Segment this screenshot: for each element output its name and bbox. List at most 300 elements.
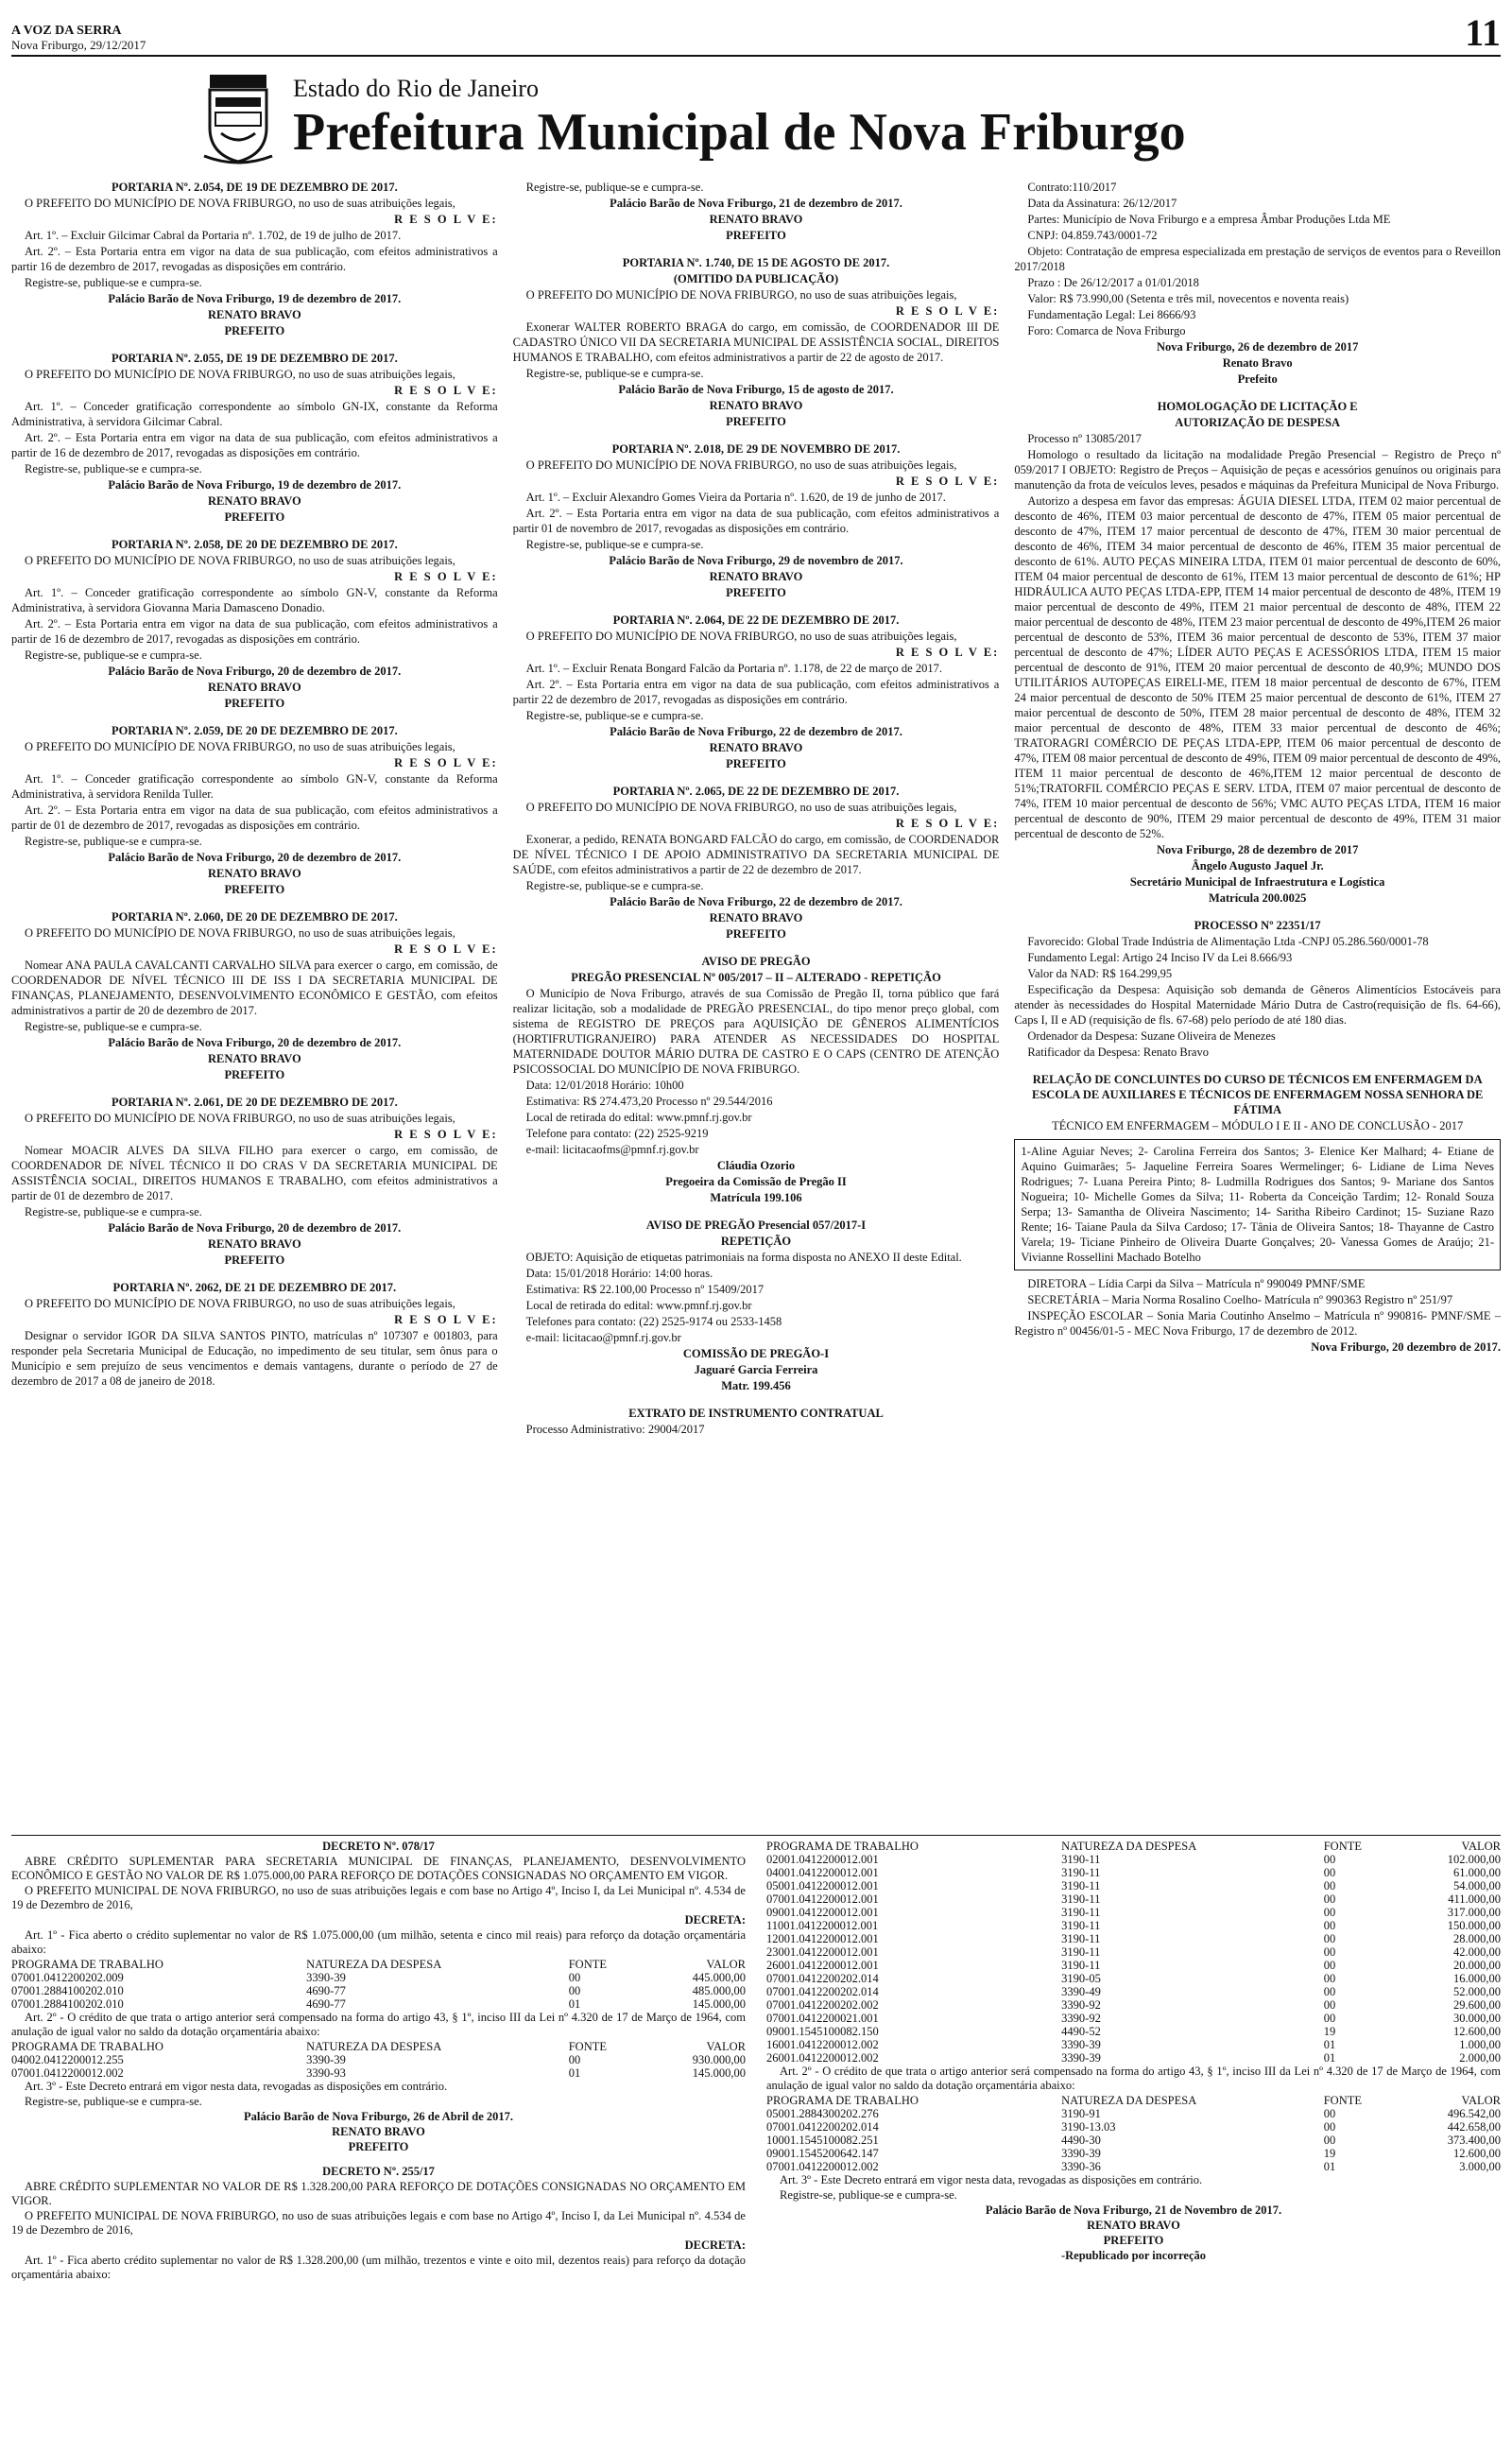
decreto-78-column (11, 1840, 746, 2350)
natureza-cell: 3390-36 (1061, 2160, 1101, 2173)
fonte-cell: 00 (1323, 2134, 1336, 2147)
paragraph: O PREFEITO DO MUNICÍPIO DE NOVA FRIBURGO, no uso de suas atribuições legais, (525, 288, 957, 302)
programa-cell: 16001.0412200012.002 (766, 2038, 879, 2051)
heading-line: Secretário Municipal de Infraestrutura e Logística (1129, 875, 1385, 889)
heading-line: Palácio Barão de Nova Friburgo, 29 de novembro de 2017. (609, 554, 903, 567)
table-row (11, 2053, 746, 2066)
natureza-cell: 3190-11 (1061, 1906, 1101, 1919)
natureza-cell: 3390-39 (1061, 2051, 1101, 2065)
spacer (11, 339, 498, 351)
programa-cell: 23001.0412200012.001 (766, 1945, 879, 1959)
valor-cell: 20.000,00 (1453, 1959, 1501, 1972)
decreto-255-title: DECRETO Nº. 255/17 (322, 2165, 435, 2178)
heading-line: Prefeito (1237, 372, 1278, 386)
col-header-programa: PROGRAMA DE TRABALHO (766, 1840, 919, 1853)
paragraph: O PREFEITO DO MUNICÍPIO DE NOVA FRIBURGO, no uso de suas atribuições legais, (525, 630, 957, 643)
decreto-255-palacio: Palácio Barão de Nova Friburgo, 21 de Novembro de 2017. (985, 2203, 1282, 2217)
natureza-cell: 3390-39 (1061, 2147, 1101, 2160)
heading-line: REPETIÇÃO (720, 1235, 792, 1248)
valor-cell: 317.000,00 (1447, 1906, 1501, 1919)
heading-line: AVISO DE PREGÃO (701, 955, 811, 968)
paragraph: Art. 2º. – Esta Portaria entra em vigor na data de sua publicação, com efeitos administrativos a partir 22 de dezembro de 2017, revogadas as disposições em contrário. (512, 678, 1000, 706)
table-row (766, 1919, 1501, 1932)
paragraph: Data: 12/01/2018 Horário: 10h00 (525, 1079, 684, 1092)
decreto-255-intro: O PREFEITO MUNICIPAL DE NOVA FRIBURGO, no uso de suas atribuições legais e com base no Artigo 4º, Inciso I, da Lei Municipal nº. 4.534 de 19 de Dezembro de 2016, (11, 2209, 746, 2237)
paragraph: Art. 2º. – Esta Portaria entra em vigor na data de sua publicação, com efeitos administrativos a partir de 16 de dezembro de 2017, revogadas as disposições em contrário. (11, 431, 498, 459)
paragraph: e-mail: licitacao@pmnf.rj.gov.br (525, 1331, 681, 1344)
decretos-section (11, 1840, 1501, 2350)
column-middle (513, 180, 1000, 1829)
paragraph: SECRETÁRIA – Maria Norma Rosalino Coelho- Matrícula nº 990363 Registro nº 251/97 (1027, 1293, 1453, 1306)
paragraph: 1-Aline Aguiar Neves; 2- Carolina Ferreira dos Santos; 3- Elenice Ker Malhard; 4- Etiane de Aquino Guimarães; 5- Jaqueline Ferreira Soares Wermelinger; 6- Lidiane de Lima Neves Rodrigues; 7- Luana Pereira Pinto; 8- Ludmilla Rodrigues dos Santos; 9- Mariane dos Santos Nogueira; 10- Michelle Gomes da Silva; 11- Roberta da Conceição Tardim; 12- Ronald Souza Serpa; 13- Samantha de Oliveira Nascimento; 14- Saritha Ribeiro Cardinot; 15- Suziane Razo Rente; 16- Taiane Paula da Silva Cardoso; 17- Tânia de Oliveira Santos; 18- Thayanne de Castro Varela; 19- Ticiane Pinheiro de Oliveira Duarte Gonçalves; 20- Vanessa Gomes de Araújo; 21- Vivianne Rossellini Machado Botelho (1021, 1145, 1495, 1264)
heading-line: PREFEITO (726, 229, 786, 242)
fonte-cell: 01 (568, 1997, 581, 2011)
heading-line: EXTRATO DE INSTRUMENTO CONTRATUAL (628, 1407, 884, 1420)
heading-line: RENATO BRAVO (709, 213, 803, 226)
resolve-heading: R E S O L V E: (895, 475, 1000, 488)
section-divider (11, 1835, 1501, 1836)
table-row (766, 1906, 1501, 1919)
decreto-78-palacio: Palácio Barão de Nova Friburgo, 26 de Abril de 2017. (243, 2110, 514, 2123)
spacer (11, 1083, 498, 1095)
spacer (11, 712, 498, 723)
paragraph: Registre-se, publique-se e cumpra-se. (25, 835, 202, 848)
valor-cell: 52.000,00 (1453, 1985, 1501, 1998)
decreto-78-ementa: ABRE CRÉDITO SUPLEMENTAR PARA SECRETARIA MUNICIPAL DE FINANÇAS, PLANEJAMENTO, DESENVOLVIMENTO ECONÔMICO E GESTÃO NO VALOR DE R$ 1.075.000,00 PARA REFORÇO DE DOTAÇÕES CONSIGNADAS NO ORÇAMENTO EM VIGOR. (11, 1855, 746, 1882)
natureza-cell: 3190-11 (1061, 1892, 1101, 1906)
heading-line: Palácio Barão de Nova Friburgo, 20 de dezembro de 2017. (108, 1221, 402, 1235)
decreto-78-signature-role: PREFEITO (348, 2140, 409, 2153)
decreto-255-signature-name: RENATO BRAVO (1087, 2219, 1180, 2232)
heading-line: PREFEITO (224, 883, 285, 896)
resolve-heading: R E S O L V E: (394, 942, 498, 956)
paragraph: TÉCNICO EM ENFERMAGEM – MÓDULO I E II - ANO DE CONCLUSÃO - 2017 (1052, 1119, 1464, 1132)
paragraph: Valor da NAD: R$ 164.299,95 (1027, 967, 1173, 980)
valor-cell: 930.000,00 (692, 2053, 746, 2066)
heading-line: PORTARIA Nº. 2.065, DE 22 DE DEZEMBRO DE 2017. (612, 785, 900, 798)
natureza-cell: 3190-11 (1061, 1879, 1101, 1892)
newspaper-brand: A VOZ DA SERRA (11, 24, 122, 38)
resolve-heading: R E S O L V E: (895, 646, 1000, 659)
col-header-valor: VALOR (706, 1958, 746, 1971)
natureza-cell: 3190-11 (1061, 1866, 1101, 1879)
resolve-heading: R E S O L V E: (394, 213, 498, 226)
decreto-255-registre: Registre-se, publique-se e cumpra-se. (780, 2188, 957, 2202)
heading-line: Ângelo Augusto Jaquel Jr. (1191, 859, 1324, 873)
fonte-cell: 00 (568, 1971, 581, 1984)
valor-cell: 102.000,00 (1447, 1853, 1501, 1866)
table-row (766, 1972, 1501, 1985)
table-row (11, 2066, 746, 2080)
natureza-cell: 3390-39 (1061, 2038, 1101, 2051)
valor-cell: 12.600,00 (1453, 2147, 1501, 2160)
heading-line: PORTARIA Nº. 2.054, DE 19 DE DEZEMBRO DE 2017. (111, 181, 398, 194)
natureza-cell: 3190-91 (1061, 2107, 1101, 2120)
decreto-78-registre: Registre-se, publique-se e cumpra-se. (25, 2095, 202, 2108)
paragraph: O PREFEITO DO MUNICÍPIO DE NOVA FRIBURGO, no uso de suas atribuições legais, (25, 1112, 455, 1125)
fonte-cell: 00 (568, 2053, 581, 2066)
paragraph: Nomear ANA PAULA CAVALCANTI CARVALHO SILVA para exercer o cargo, em comissão, de COORDENADOR DE NÍVEL TÉCNICO III DE ISS I DA SECRETARIA MUNICIPAL DE FINANÇAS, PLANEJAMENTO, DESENVOLVIMENTO ECONÔMICO E GESTÃO, com efeitos administrativos a partir de 20 de dezembro de 2017. (11, 959, 498, 1017)
programa-cell: 07001.2884100202.010 (11, 1997, 124, 2011)
decreto-255-art1: Art. 1º - Fica aberto crédito suplementar no valor de R$ 1.328.200,00 (um milhão, trezentos e vinte e oito mil, dezentos reais) para reforço da dotação orçamentária abaixo: (11, 2254, 746, 2281)
fonte-cell: 00 (1323, 1932, 1336, 1945)
natureza-cell: 3190-05 (1061, 1972, 1101, 1985)
paragraph: Registre-se, publique-se e cumpra-se. (525, 538, 704, 551)
fonte-cell: 00 (1323, 1985, 1336, 1998)
programa-cell: 09001.1545200642.147 (766, 2147, 879, 2160)
valor-cell: 445.000,00 (692, 1971, 746, 1984)
heading-line: RENATO BRAVO (207, 308, 301, 321)
programa-cell: 11001.0412200012.001 (766, 1919, 879, 1932)
decreto-255-art3: Art. 3º - Este Decreto entrará em vigor nesta data, revogadas as disposições em contrário. (780, 2173, 1203, 2186)
heading-line: RELAÇÃO DE CONCLUINTES DO CURSO DE TÉCNICOS EM ENFERMAGEM DA ESCOLA DE AUXILIARES E TÉCNICOS DE ENFERMAGEM NOSSA SENHORA DE FÁTIMA (1032, 1073, 1484, 1116)
programa-cell: 04002.0412200012.255 (11, 2053, 124, 2066)
paragraph: Homologo o resultado da licitação na modalidade Pregão Presencial – Registro de Preço nº 059/2017 I OBJETO: Registro de Preços – Aquisição de peças e acessórios genuínos ou originais para manutenção da frota de veículos leves, pesados e máquinas da Prefeitura Municipal de Nova Friburgo. (1014, 448, 1501, 492)
paragraph: Local de retirada do edital: www.pmnf.rj.gov.br (525, 1111, 752, 1124)
paragraph: Art. 1º. – Conceder gratificação correspondente ao símbolo GN-V, constante da Reforma Administrativa, à servidora Renilda Tuller. (11, 772, 498, 801)
paragraph: Art. 1º. – Excluir Alexandro Gomes Vieira da Portaria nº. 1.620, de 19 de junho de 2017. (525, 491, 946, 504)
paragraph: CNPJ: 04.859.743/0001-72 (1027, 229, 1158, 242)
paragraph: Exonerar, a pedido, RENATA BONGARD FALCÃO do cargo, em comissão, de COORDENADOR DE NÍVEL TÉCNICO I DE APOIO ADMINISTRATIVO DA SECRETARIA MUNICIPAL DE SAÚDE, com efeitos administrativos a partir de 22 de dezembro de 2017. (512, 833, 1000, 876)
fonte-cell: 00 (568, 1984, 581, 1997)
natureza-cell: 3390-92 (1061, 2012, 1101, 2025)
table-row (11, 1971, 746, 1984)
heading-line: PORTARIA Nº. 2.059, DE 20 DE DEZEMBRO DE 2017. (111, 724, 398, 737)
heading-line: Nova Friburgo, 26 de dezembro de 2017 (1157, 340, 1359, 354)
decreto-78-art3: Art. 3º - Este Decreto entrará em vigor nesta data, revogadas as disposições em contrário. (25, 2080, 448, 2093)
heading-line: HOMOLOGAÇÃO DE LICITAÇÃO E (1157, 400, 1358, 413)
heading-line: Palácio Barão de Nova Friburgo, 19 de dezembro de 2017. (108, 292, 402, 305)
heading-line: PREFEITO (224, 1253, 285, 1267)
paragraph: O Município de Nova Friburgo, através de sua Comissão de Pregão II, torna público que fará realizar licitação, sob a modalidade de PREGÃO PRESENCIAL, do tipo menor preço global, com sistema de REGISTRO DE PREÇOS para AQUISIÇÃO DE GÊNEROS ALIMENTÍCIOS (HORTIFRUTIGRANJEIRO) PARA ATENDER AS NECESSIDADES DO HOSPITAL MATERNIDADE DOUTOR MÁRIO DUTRA DE CASTRO E O CAPS (CENTRO DE ATENÇÃO PSICOSSOCIAL DO MUNICÍPIO DE NOVA FRIBURGO. (512, 987, 1000, 1076)
natureza-cell: 4490-30 (1061, 2134, 1101, 2147)
valor-cell: 28.000,00 (1453, 1932, 1501, 1945)
paragraph: Exonerar WALTER ROBERTO BRAGA do cargo, em comissão, de COORDENADOR III DE CADASTRO ÚNICO VII DA SECRETARIA MUNICIPAL DE ASSISTÊNCIA SOCIAL, DIREITOS HUMANOS E TRABALHO, com efeitos administrativos a partir de 22 de agosto de 2017. (512, 320, 1000, 364)
fonte-cell: 00 (1323, 1919, 1336, 1932)
paragraph: O PREFEITO DO MUNICÍPIO DE NOVA FRIBURGO, no uso de suas atribuições legais, (25, 554, 455, 567)
valor-cell: 485.000,00 (692, 1984, 746, 1997)
fonte-cell: 00 (1323, 1945, 1336, 1959)
fonte-cell: 00 (1323, 1866, 1336, 1879)
paragraph: Ordenador da Despesa: Suzane Oliveira de Menezes (1027, 1029, 1276, 1043)
valor-cell: 496.542,00 (1447, 2107, 1501, 2120)
table-row (766, 1998, 1501, 2012)
fonte-cell: 00 (1323, 1906, 1336, 1919)
programa-cell: 10001.1545100082.251 (766, 2134, 879, 2147)
programa-cell: 04001.0412200012.001 (766, 1866, 879, 1879)
paragraph: Objeto: Contratação de empresa especializada em prestação de serviços de eventos para o Reveillon 2017/2018 (1014, 245, 1501, 273)
heading-line: RENATO BRAVO (207, 494, 301, 508)
paragraph: Art. 2º. – Esta Portaria entra em vigor na data de sua publicação, com efeitos administrativos a partir de 16 de dezembro de 2017, revogadas as disposições em contrário. (11, 617, 498, 646)
issue-date: Nova Friburgo, 29/12/2017 (11, 38, 146, 52)
valor-cell: 16.000,00 (1453, 1972, 1501, 1985)
paragraph: Prazo : De 26/12/2017 a 01/01/2018 (1027, 276, 1199, 289)
heading-line: PORTARIA Nº. 2062, DE 21 DE DEZEMBRO DE 2017. (112, 1281, 397, 1294)
decreto-255-decreta: DECRETA: (684, 2238, 746, 2252)
resolve-heading: R E S O L V E: (394, 756, 498, 769)
table-row (766, 2051, 1501, 2065)
paragraph: Foro: Comarca de Nova Friburgo (1027, 324, 1186, 337)
spacer (11, 526, 498, 537)
natureza-cell: 3390-93 (306, 2066, 346, 2080)
heading-line: Palácio Barão de Nova Friburgo, 20 de dezembro de 2017. (108, 851, 402, 864)
paragraph: DIRETORA – Lídia Carpi da Silva – Matrícula nº 990049 PMNF/SME (1027, 1277, 1366, 1290)
decreto-78-signature-name: RENATO BRAVO (332, 2125, 425, 2138)
heading-line: PORTARIA Nº. 2.060, DE 20 DE DEZEMBRO DE 2017. (111, 910, 398, 924)
masthead-info (11, 24, 146, 52)
fonte-cell: 01 (1323, 2160, 1336, 2173)
table-row (766, 2038, 1501, 2051)
col-header-valor: VALOR (1461, 1840, 1501, 1853)
heading-line: PREFEITO (224, 510, 285, 524)
paragraph: Data: 15/01/2018 Horário: 14:00 horas. (525, 1267, 713, 1280)
programa-cell: 07001.0412200012.002 (766, 2160, 879, 2173)
fonte-cell: 01 (1323, 2051, 1336, 2065)
resolve-heading: R E S O L V E: (394, 1128, 498, 1141)
programa-cell: 07001.0412200202.014 (766, 2120, 879, 2134)
paragraph: Registre-se, publique-se e cumpra-se. (25, 276, 202, 289)
paragraph: Registre-se, publique-se e cumpra-se. (525, 367, 704, 380)
spacer (11, 1269, 498, 1280)
programa-cell: 26001.0412200012.002 (766, 2051, 879, 2065)
valor-cell: 1.000,00 (1459, 2038, 1501, 2051)
programa-cell: 07001.0412200202.014 (766, 1985, 879, 1998)
table-row (766, 1879, 1501, 1892)
natureza-cell: 3190-11 (1061, 1959, 1101, 1972)
republication-note: -Republicado por incorreção (1060, 2249, 1206, 2262)
table-row (766, 2012, 1501, 2025)
valor-cell: 145.000,00 (692, 1997, 746, 2011)
spacer (513, 1394, 1000, 1406)
table-row (766, 2025, 1501, 2038)
paragraph: Fundamentação Legal: Lei 8666/93 (1027, 308, 1196, 321)
programa-cell: 09001.1545100082.150 (766, 2025, 879, 2038)
col-header-natureza: NATUREZA DA DESPESA (1061, 1840, 1197, 1853)
programa-cell: 05001.2884300202.276 (766, 2107, 879, 2120)
decreto-255-column (766, 1840, 1501, 2350)
decreto-78-table-suplementacao (11, 1958, 746, 2011)
decreto-255-ementa: ABRE CRÉDITO SUPLEMENTAR NO VALOR DE R$ 1.328.200,00 PARA REFORÇO DE DOTAÇÕES CONSIGNADAS NO ORÇAMENTO EM VIGOR. (11, 2180, 746, 2207)
paragraph: Art. 1º. – Conceder gratificação correspondente ao símbolo GN-V, constante da Reforma Administrativa, à servidora Giovanna Maria Damasceno Donadio. (11, 586, 498, 614)
col-header-fonte: FONTE (568, 2040, 607, 2053)
valor-cell: 442.658,00 (1447, 2120, 1501, 2134)
valor-cell: 30.000,00 (1453, 2012, 1501, 2025)
natureza-cell: 3390-39 (306, 1971, 346, 1984)
heading-line: PORTARIA Nº. 2.061, DE 20 DE DEZEMBRO DE 2017. (111, 1096, 398, 1109)
heading-line: (OMITIDO DA PUBLICAÇÃO) (673, 272, 839, 285)
programa-cell: 02001.0412200012.001 (766, 1853, 879, 1866)
fonte-cell: 00 (1323, 2012, 1336, 2025)
heading-line: PROCESSO Nº 22351/17 (1194, 919, 1321, 932)
programa-cell: 26001.0412200012.001 (766, 1959, 879, 1972)
table-row (766, 1932, 1501, 1945)
page-number: 11 (1465, 11, 1501, 54)
spacer (1014, 388, 1501, 399)
col-header-natureza: NATUREZA DA DESPESA (1061, 2094, 1197, 2107)
programa-cell: 07001.0412200202.002 (766, 1998, 879, 2012)
paragraph: O PREFEITO DO MUNICÍPIO DE NOVA FRIBURGO, no uso de suas atribuições legais, (25, 740, 455, 753)
paragraph: Art. 1º. – Excluir Gilcimar Cabral da Portaria nº. 1.702, de 19 de julho de 2017. (25, 229, 402, 242)
heading-line: RENATO BRAVO (709, 741, 803, 754)
resolve-heading: R E S O L V E: (895, 817, 1000, 830)
paragraph: O PREFEITO DO MUNICÍPIO DE NOVA FRIBURGO, no uso de suas atribuições legais, (25, 368, 455, 381)
paragraph: Registre-se, publique-se e cumpra-se. (525, 709, 704, 722)
paragraph: Registre-se, publique-se e cumpra-se. (525, 879, 704, 892)
col-header-fonte: FONTE (568, 1958, 607, 1971)
paragraph: O PREFEITO DO MUNICÍPIO DE NOVA FRIBURGO, no uso de suas atribuições legais, (25, 197, 455, 210)
heading-line: Palácio Barão de Nova Friburgo, 15 de agosto de 2017. (618, 383, 894, 396)
paragraph: Ratificador da Despesa: Renato Bravo (1027, 1046, 1209, 1059)
paragraph: Registre-se, publique-se e cumpra-se. (25, 648, 202, 662)
valor-cell: 3.000,00 (1459, 2160, 1501, 2173)
paragraph: Data da Assinatura: 26/12/2017 (1027, 197, 1177, 210)
resolve-heading: R E S O L V E: (394, 384, 498, 397)
decreto-255-signature-role: PREFEITO (1103, 2234, 1164, 2247)
heading-line: RENATO BRAVO (709, 570, 803, 583)
programa-cell: 07001.0412200012.002 (11, 2066, 124, 2080)
top-bar (11, 8, 1501, 57)
spacer (11, 898, 498, 909)
table-row (766, 2107, 1501, 2120)
natureza-cell: 3390-49 (1061, 1985, 1101, 1998)
heading-line: Cláudia Ozorio (716, 1159, 796, 1172)
table-row (11, 1997, 746, 2011)
paragraph: Art. 2º. – Esta Portaria entra em vigor na data de sua publicação, com efeitos administrativos a partir 01 de novembro de 2017, revogadas as disposições em contrário. (512, 507, 1000, 535)
valor-cell: 42.000,00 (1453, 1945, 1501, 1959)
valor-cell: 61.000,00 (1453, 1866, 1501, 1879)
heading-line: PREGÃO PRESENCIAL Nº 005/2017 – II – ALTERADO - REPETIÇÃO (571, 971, 941, 984)
resolve-heading: R E S O L V E: (394, 570, 498, 583)
heading-line: RENATO BRAVO (709, 399, 803, 412)
heading-line: Pregoeira da Comissão de Pregão II (665, 1175, 847, 1188)
valor-cell: 29.600,00 (1453, 1998, 1501, 2012)
table-row (766, 1853, 1501, 1866)
col-header-valor: VALOR (706, 2040, 746, 2053)
table-row (766, 2160, 1501, 2173)
table-row (11, 1984, 746, 1997)
heading-line: PREFEITO (224, 324, 285, 337)
decreto-78-table-anulacao (11, 2040, 746, 2080)
fonte-cell: 00 (1323, 1853, 1336, 1866)
heading-line: RENATO BRAVO (207, 1237, 301, 1251)
fonte-cell: 00 (1323, 1879, 1336, 1892)
natureza-cell: 4490-52 (1061, 2025, 1101, 2038)
paragraph: O PREFEITO DO MUNICÍPIO DE NOVA FRIBURGO, no uso de suas atribuições legais, (25, 926, 455, 940)
paragraph: Favorecido: Global Trade Indústria de Alimentação Ltda -CNPJ 05.286.560/0001-78 (1027, 935, 1429, 948)
state-name: Estado do Rio de Janeiro (293, 75, 539, 102)
paragraph: INSPEÇÃO ESCOLAR – Sonia Maria Coutinho Anselmo – Matrícula nº 990816- PMNF/SME – Registro nº 00456/01-5 - MEC Nova Friburgo, 17 de dezembro de 2012. (1014, 1309, 1501, 1338)
heading-line: Renato Bravo (1222, 356, 1293, 370)
natureza-cell: 3190-11 (1061, 1919, 1101, 1932)
heading-line: PORTARIA Nº. 2.055, DE 19 DE DEZEMBRO DE 2017. (111, 352, 398, 365)
table-row (766, 1866, 1501, 1879)
paragraph: Autorizo a despesa em favor das empresas: ÁGUIA DIESEL LTDA, ITEM 02 maior percentual de desconto de 46%, ITEM 03 maior percentual de desconto de 47%, ITEM 05 maior percentual de desconto de 47%, ITEM 17 maior percentual de desconto de 47%, ITEM 30 maior percentual de desconto de 46%, ITEM 34 maior percentual de desconto de 46%, ITEM 35 maior percentual de desconto de 61%. AUTO PEÇAS MINEIRA LTDA, ITEM 01 maior percentual de desconto de 60%, ITEM 04 maior percentual de desconto de 61%, ITEM 13 maior percentual de desconto de 61%; HP HIDRÁULICA AUTO PEÇAS LTDA-EPP, ITEM 14 maior percentual de desconto de 48%, ITEM 19 maior percentual de desconto de 49%, ITEM 21 maior percentual de desconto de 48%, ITEM 22 maior percentual de desconto de 48%, ITEM 23 maior percentual de desconto de 49%,ITEM 26 maior percentual de desconto de 53%, ITEM 36 maior percentual de desconto de 53%, ITEM 37 maior percentual de desconto de 47%; LÍDER AUTO PEÇAS E ACESSÓRIOS LTDA, ITEM 15 maior percentual de desconto de 91%, ITEM 20 maior percentual de desconto de 40,9%; MUNDO DOS UTILITÁRIOS AUTOPEÇAS EIRELI-ME, ITEM 18 maior percentual de desconto de 67%, ITEM 24 maior percentual de desconto de 50% ITEM 25 maior percentual de desconto de 61%, ITEM 27 maior percentual de desconto de 50%, ITEM 28 maior percentual de desconto de 48%, ITEM 32 maior percentual de desconto de 48%, ITEM 33 maior percentual de desconto de 46%; TRATORAGRI COMÉRCIO DE PEÇAS LTDA-EPP, ITEM 06 maior percentual de desconto de 47%, ITEM 08 maior percentual de desconto de 49%, ITEM 09 maior percentual de desconto de 49%, ITEM 11 maior percentual de desconto de 46%,ITEM 12 maior percentual de desconto de 51%;TRATORFIL COMÉRCIO PEÇAS E SERV. LTDA, ITEM 07 maior percentual de desconto de 74%, ITEM 10 maior percentual de desconto de 56%; VMC AUTO PEÇAS LTDA, ITEM 16 maior percentual de desconto de 90%, ITEM 29 maior percentual de desconto de 49%, ITEM 31 maior percentual de desconto de 52%. (1014, 494, 1501, 840)
heading-line: Palácio Barão de Nova Friburgo, 19 de dezembro de 2017. (108, 478, 402, 492)
heading-line: PREFEITO (224, 697, 285, 710)
programa-cell: 07001.0412200021.001 (766, 2012, 879, 2025)
spacer (513, 601, 1000, 613)
paragraph: Processo nº 13085/2017 (1027, 432, 1142, 445)
heading-line: PREFEITO (726, 415, 786, 428)
valor-cell: 150.000,00 (1447, 1919, 1501, 1932)
programa-cell: 05001.0412200012.001 (766, 1879, 879, 1892)
programa-cell: 07001.0412200202.009 (11, 1971, 124, 1984)
prefeitura-title: Prefeitura Municipal de Nova Friburgo (293, 103, 1186, 162)
col-header-fonte: FONTE (1323, 1840, 1362, 1853)
col-header-natureza: NATUREZA DA DESPESA (306, 1958, 442, 1971)
column-right (1014, 180, 1501, 1829)
heading-line: PREFEITO (726, 927, 786, 941)
fonte-cell: 01 (1323, 2038, 1336, 2051)
fonte-cell: 00 (1323, 2107, 1336, 2120)
paragraph: OBJETO: Aquisição de etiquetas patrimoniais na forma disposta no ANEXO II deste Edital. (525, 1251, 962, 1264)
table-row (766, 2147, 1501, 2160)
col-header-programa: PROGRAMA DE TRABALHO (766, 2094, 919, 2107)
paragraph: Fundamento Legal: Artigo 24 Inciso IV da Lei 8.666/93 (1027, 951, 1293, 964)
table-row (766, 1945, 1501, 1959)
paragraph: Valor: R$ 73.990,00 (Setenta e três mil, novecentos e noventa reais) (1027, 292, 1349, 305)
col-header-programa: PROGRAMA DE TRABALHO (11, 2040, 163, 2053)
spacer (513, 1206, 1000, 1218)
spacer (513, 430, 1000, 441)
heading-line: PORTARIA Nº. 2.058, DE 20 DE DEZEMBRO DE 2017. (111, 538, 398, 551)
heading-line: Matrícula 200.0025 (1208, 891, 1307, 905)
resolve-heading: R E S O L V E: (394, 1313, 498, 1326)
paragraph: O PREFEITO DO MUNICÍPIO DE NOVA FRIBURGO, no uso de suas atribuições legais, (525, 458, 957, 472)
natureza-cell: 3390-39 (306, 2053, 346, 2066)
resolve-heading: R E S O L V E: (895, 304, 1000, 318)
decreto-78-title: DECRETO Nº. 078/17 (322, 1840, 435, 1853)
graduates-box (1014, 1139, 1501, 1270)
heading-line: RENATO BRAVO (207, 681, 301, 694)
col-header-programa: PROGRAMA DE TRABALHO (11, 1958, 163, 1971)
heading-line: PORTARIA Nº. 2.018, DE 29 DE NOVEMBRO DE 2017. (611, 442, 901, 456)
spacer (513, 244, 1000, 255)
paragraph: Telefones para contato: (22) 2525-9174 ou 2533-1458 (525, 1315, 782, 1328)
heading-line: Matrícula 199.106 (710, 1191, 802, 1204)
heading-line: RENATO BRAVO (207, 1052, 301, 1065)
heading-line: Palácio Barão de Nova Friburgo, 22 de dezembro de 2017. (610, 895, 902, 908)
three-column-section (11, 180, 1501, 1829)
paragraph: Art. 2º. – Esta Portaria entra em vigor na data de sua publicação, com efeitos administrativos a partir 16 de dezembro de 2017, revogadas as disposições em contrário. (11, 245, 498, 273)
natureza-cell: 3190-11 (1061, 1945, 1101, 1959)
valor-cell: 2.000,00 (1459, 2051, 1501, 2065)
valor-cell: 145.000,00 (692, 2066, 746, 2080)
fonte-cell: 00 (1323, 1959, 1336, 1972)
decreto-255-table-suplementacao (766, 1840, 1501, 2065)
paragraph: Art. 1º. – Excluir Renata Bongard Falcão da Portaria nº. 1.178, de 22 de março de 2017. (525, 662, 942, 675)
spacer (513, 942, 1000, 954)
heading-line: PORTARIA Nº. 1.740, DE 15 DE AGOSTO DE 2017. (622, 256, 890, 269)
valor-cell: 54.000,00 (1453, 1879, 1501, 1892)
fonte-cell: 19 (1323, 2147, 1336, 2160)
spacer (513, 772, 1000, 784)
natureza-cell: 3190-11 (1061, 1853, 1101, 1866)
heading-line: PREFEITO (224, 1068, 285, 1081)
heading-line: RENATO BRAVO (207, 867, 301, 880)
fonte-cell: 01 (568, 2066, 581, 2080)
table-row (766, 2120, 1501, 2134)
prefeitura-masthead (11, 57, 1501, 180)
fonte-cell: 00 (1323, 1972, 1336, 1985)
table-row (766, 1959, 1501, 1972)
valor-cell: 12.600,00 (1453, 2025, 1501, 2038)
paragraph: Nomear MOACIR ALVES DA SILVA FILHO para exercer o cargo, em comissão, de COORDENADOR DE NÍVEL TÉCNICO II DO CRAS V DA SECRETARIA MUNICIPAL DE ASSISTÊNCIA SOCIAL, DIREITOS HUMANOS E TRABALHO, com efeitos administrativos a partir de 01 de dezembro de 2017. (11, 1144, 498, 1202)
paragraph: Registre-se, publique-se e cumpra-se. (525, 181, 704, 194)
natureza-cell: 3190-11 (1061, 1932, 1101, 1945)
fonte-cell: 00 (1323, 1892, 1336, 1906)
fonte-cell: 19 (1323, 2025, 1336, 2038)
